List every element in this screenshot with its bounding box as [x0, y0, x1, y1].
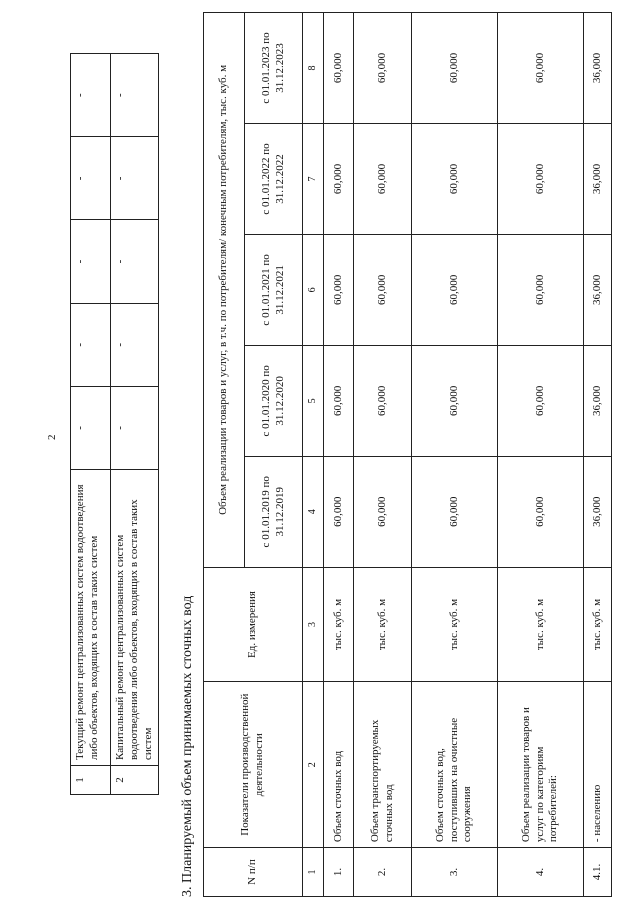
row-name: Объем сточных вод, поступивших на очистные сооружения	[412, 682, 498, 848]
page-number: 2	[46, 434, 58, 440]
header-period: с 01.01.2019 по 31.12.2019	[245, 456, 303, 567]
row-number: 1	[71, 766, 111, 795]
row-unit: тыс. куб. м	[584, 567, 612, 682]
cell-value: 36,000	[584, 234, 612, 345]
cell-value: -	[111, 54, 159, 137]
cell-value: -	[111, 303, 159, 386]
row-number: 3.	[412, 848, 498, 897]
header-unit: Ед. измерения	[204, 567, 303, 682]
table-row	[584, 13, 612, 897]
header-period: с 01.01.2021 по 31.12.2021	[245, 234, 303, 345]
cell-value: 60,000	[354, 234, 412, 345]
header-n: N п/п	[204, 848, 303, 897]
table-row	[354, 13, 412, 897]
cell-value: 60,000	[354, 345, 412, 456]
cell-value: -	[71, 54, 111, 137]
column-number: 3	[303, 567, 324, 682]
row-number: 2	[111, 766, 159, 795]
cell-value: 36,000	[584, 124, 612, 235]
table-row	[71, 54, 111, 795]
header-period: с 01.01.2023 по 31.12.2023	[245, 13, 303, 124]
cell-value: -	[71, 220, 111, 303]
cell-value: 60,000	[412, 456, 498, 567]
cell-value: 60,000	[324, 124, 354, 235]
row-text: Текущий ремонт централизованных систем водоотведения либо объектов, входящих в состав таких систем	[71, 470, 111, 766]
row-number: 2.	[354, 848, 412, 897]
row-unit: тыс. куб. м	[324, 567, 354, 682]
cell-value: 60,000	[412, 345, 498, 456]
column-number: 1	[303, 848, 324, 897]
cell-value: 60,000	[354, 124, 412, 235]
header-period: с 01.01.2020 по 31.12.2020	[245, 345, 303, 456]
cell-value: 60,000	[324, 456, 354, 567]
cell-value: 60,000	[354, 13, 412, 124]
repair-table	[70, 53, 159, 795]
cell-value: 60,000	[324, 345, 354, 456]
table-row	[111, 54, 159, 795]
row-name: - населению	[584, 682, 612, 848]
column-number: 6	[303, 234, 324, 345]
row-number: 4.1.	[584, 848, 612, 897]
cell-value: 60,000	[498, 345, 584, 456]
column-number: 2	[303, 682, 324, 848]
column-number: 4	[303, 456, 324, 567]
cell-value: -	[111, 220, 159, 303]
cell-value: -	[71, 386, 111, 469]
row-name: Объем реализации товаров и услуг по категориям потребителей:	[498, 682, 584, 848]
header-indicator: Показатели производственной деятельности	[204, 682, 303, 848]
cell-value: -	[111, 386, 159, 469]
header-row	[204, 13, 245, 897]
cell-value: 36,000	[584, 13, 612, 124]
header-period: с 01.01.2022 по 31.12.2022	[245, 124, 303, 235]
cell-value: 60,000	[412, 13, 498, 124]
cell-value: 60,000	[324, 13, 354, 124]
cell-value: 36,000	[584, 456, 612, 567]
cell-value: 60,000	[354, 456, 412, 567]
cell-value: -	[71, 303, 111, 386]
cell-value: 60,000	[498, 124, 584, 235]
cell-value: -	[71, 137, 111, 220]
cell-value: 60,000	[498, 13, 584, 124]
table-row	[412, 13, 498, 897]
section-title: 3. Планируемый объем принимаемых сточных вод	[180, 595, 195, 897]
cell-value: -	[111, 137, 159, 220]
cell-value: 36,000	[584, 345, 612, 456]
row-unit: тыс. куб. м	[354, 567, 412, 682]
cell-value: 60,000	[412, 234, 498, 345]
cell-value: 60,000	[498, 456, 584, 567]
row-name: Объем транспортируемых сточных вод	[354, 682, 412, 848]
wastewater-volume-table	[203, 12, 612, 897]
table-row	[498, 13, 584, 897]
column-number: 7	[303, 124, 324, 235]
row-number: 1.	[324, 848, 354, 897]
table-row	[324, 13, 354, 897]
row-number: 4.	[498, 848, 584, 897]
column-number-row	[303, 13, 324, 897]
cell-value: 60,000	[498, 234, 584, 345]
row-unit: тыс. куб. м	[412, 567, 498, 682]
row-text: Капитальный ремонт централизованных систем водоотведения либо объектов, входящих в состав таких систем	[111, 470, 159, 766]
cell-value: 60,000	[324, 234, 354, 345]
row-unit: тыс. куб. м	[498, 567, 584, 682]
column-number: 8	[303, 13, 324, 124]
header-volume: Объем реализации товаров и услуг, в т.ч. по потребителям/ конечным потребителям, тыс. куб. м	[204, 13, 245, 568]
row-name: Объем сточных вод	[324, 682, 354, 848]
cell-value: 60,000	[412, 124, 498, 235]
column-number: 5	[303, 345, 324, 456]
